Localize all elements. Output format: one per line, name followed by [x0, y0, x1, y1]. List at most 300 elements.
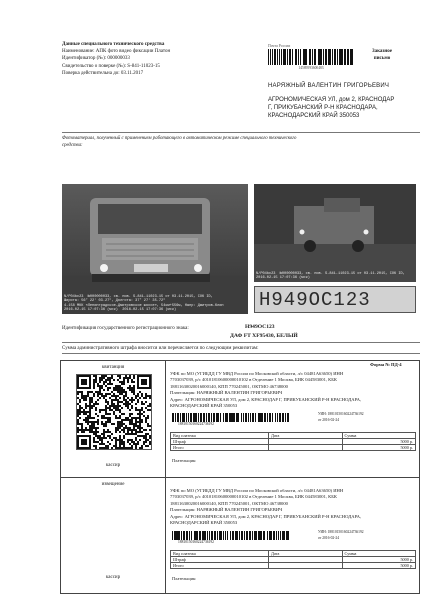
qr-module [103, 397, 105, 399]
qr-module [133, 393, 135, 395]
qr-module [115, 387, 117, 389]
qr-module [123, 377, 125, 379]
qr-module [95, 433, 97, 435]
qr-module [129, 403, 131, 405]
qr-module [95, 409, 97, 411]
barcode-bar [206, 413, 207, 422]
recipient-address [268, 96, 418, 120]
qr-module [105, 421, 107, 423]
qr-module [123, 383, 125, 385]
qr-module [109, 421, 111, 423]
barcode-bar [183, 413, 185, 422]
qr-module [131, 399, 133, 401]
qr-module [105, 417, 107, 419]
qr-module [109, 405, 111, 407]
qr-module [145, 437, 147, 439]
qr-module [143, 435, 145, 437]
payee-line: УФК по МО (УГИБДД ГУ МВД России по Московской области, л/с 04481А63650) ИНН [170, 488, 344, 493]
barcode-bar [250, 531, 251, 540]
qr-module [131, 429, 133, 431]
recipient-block [268, 82, 418, 120]
qr-module [93, 423, 95, 425]
qr-module [79, 413, 81, 415]
qr-module [139, 435, 141, 437]
qr-module [109, 397, 111, 399]
qr-module [99, 435, 101, 437]
qr-module [107, 413, 109, 415]
divider [62, 353, 420, 354]
qr-module [123, 443, 125, 445]
qr-module [95, 379, 97, 381]
qr-module [131, 405, 133, 407]
qr-module [109, 387, 111, 389]
qr-module [115, 443, 117, 445]
qr-module [105, 405, 107, 407]
qr-module [129, 429, 131, 431]
barcode-bar [195, 413, 197, 422]
plate-crop-text: Н949ОС123 [259, 289, 371, 311]
qr-module [95, 429, 97, 431]
qr-module [101, 385, 103, 387]
qr-module [81, 431, 83, 433]
barcode-bar [188, 413, 189, 422]
date-line: от 2016-02-24 [318, 418, 339, 422]
qr-module [127, 447, 129, 449]
barcode-bar [191, 531, 192, 540]
qr-module [145, 421, 147, 423]
recipient-address-line: АГРОНОМИЧЕСКАЯ УЛ, дом 2, КРАСНОДАР [268, 97, 395, 103]
qr-module [121, 407, 123, 409]
qr-module [121, 425, 123, 427]
barcode-bar [261, 413, 263, 422]
qr-module [89, 391, 91, 393]
recipient-name: НАРЯЖНЫЙ ВАЛЕНТИН ГРИГОРЬЕВИЧ [268, 83, 390, 89]
qr-module [119, 447, 121, 449]
registration-plate: Н949ОС123 [245, 324, 275, 330]
qr-module [129, 419, 131, 421]
qr-module [99, 391, 101, 393]
qr-module [93, 393, 95, 395]
qr-module [105, 409, 107, 411]
qr-module [137, 401, 139, 403]
qr-module [129, 421, 131, 423]
qr-module [93, 379, 95, 381]
qr-module [131, 397, 133, 399]
barcode-bar [255, 413, 257, 422]
qr-module [117, 391, 119, 393]
qr-module [77, 431, 79, 433]
qr-module [91, 397, 93, 399]
qr-module [81, 411, 83, 413]
qr-module [147, 433, 149, 435]
qr-module [107, 417, 109, 419]
qr-module [99, 379, 101, 381]
barcode-bar [323, 49, 324, 65]
barcode-bar [214, 531, 216, 540]
qr-module [93, 405, 95, 407]
qr-module [113, 411, 115, 413]
qr-module [109, 383, 111, 385]
qr-module [83, 411, 85, 413]
qr-module [85, 421, 87, 423]
uin-barcode [172, 530, 290, 539]
table-cell: Итого [171, 563, 269, 569]
qr-module [133, 417, 135, 419]
qr-module [117, 395, 119, 397]
qr-module [135, 431, 137, 433]
qr-module [101, 441, 103, 443]
qr-module [83, 431, 85, 433]
qr-module [133, 389, 135, 391]
qr-module [135, 403, 137, 405]
qr-module [93, 375, 95, 377]
qr-module [125, 375, 127, 377]
barcode-bar [217, 531, 218, 540]
qr-module [99, 409, 101, 411]
barcode-image [268, 49, 354, 65]
qr-module [81, 423, 83, 425]
qr-module [117, 401, 119, 403]
qr-module [123, 435, 125, 437]
uin-code: 18810150160224736192 [178, 540, 214, 544]
barcode-bar [229, 413, 231, 422]
qr-module [81, 393, 83, 395]
barcode-bar [243, 413, 244, 422]
qr-module [101, 417, 103, 419]
qr-module [115, 405, 117, 407]
qr-module [127, 377, 129, 379]
qr-module [119, 409, 121, 411]
qr-module [107, 379, 109, 381]
qr-module [141, 393, 143, 395]
qr-module [141, 395, 143, 397]
qr-module [103, 375, 105, 377]
qr-module [125, 401, 127, 403]
qr-module [135, 407, 137, 409]
qr-module [93, 441, 95, 443]
qr-module [115, 447, 117, 449]
qr-module [119, 387, 121, 389]
qr-module [91, 423, 93, 425]
qr-module [105, 379, 107, 381]
qr-module [95, 431, 97, 433]
post-header: Почта России [268, 44, 291, 48]
qr-module [127, 381, 129, 383]
qr-module [119, 427, 121, 429]
qr-module [109, 417, 111, 419]
qr-module [99, 385, 101, 387]
barcode-bar [272, 49, 273, 65]
qr-module [131, 401, 133, 403]
qr-module [119, 437, 121, 439]
qr-module [105, 393, 107, 395]
qr-module [123, 419, 125, 421]
qr-module [79, 417, 81, 419]
qr-module [103, 423, 105, 425]
qr-module [115, 395, 117, 397]
qr-module [147, 405, 149, 407]
qr-module [117, 387, 119, 389]
qr-module [125, 405, 127, 407]
qr-module [105, 425, 107, 427]
qr-module [87, 417, 89, 419]
qr-module [113, 389, 115, 391]
qr-module [127, 419, 129, 421]
qr-module [133, 433, 135, 435]
qr-module [145, 401, 147, 403]
qr-module [129, 409, 131, 411]
qr-module [137, 431, 139, 433]
qr-module [129, 387, 131, 389]
qr-module [107, 419, 109, 421]
qr-module [137, 441, 139, 443]
qr-module [119, 415, 121, 417]
qr-module [137, 395, 139, 397]
qr-module [109, 379, 111, 381]
qr-module [123, 403, 125, 405]
qr-module [91, 429, 93, 431]
qr-module [93, 383, 95, 385]
qr-module [127, 401, 129, 403]
qr-module [81, 395, 83, 397]
qr-module [77, 403, 79, 405]
barcode-bar [207, 531, 208, 540]
qr-module [109, 407, 111, 409]
qr-module [109, 419, 111, 421]
qr-module [149, 441, 151, 443]
barcode-bar [303, 49, 304, 65]
qr-module [143, 443, 145, 445]
qr-module [149, 397, 151, 399]
uin-code: 18810150160224736192 [178, 422, 214, 426]
qr-module [115, 441, 117, 443]
qr-module [105, 399, 107, 401]
barcode-bar [203, 413, 205, 422]
qr-module [97, 441, 99, 443]
barcode-bar [220, 531, 222, 540]
section-title-receipt: квитанция [101, 365, 125, 370]
qr-module [133, 427, 135, 429]
qr-module [111, 403, 113, 405]
qr-module [131, 433, 133, 435]
qr-module [123, 427, 125, 429]
payer-address: КРАСНОДАРСКИЙ КРАЙ 350053 [170, 403, 238, 409]
qr-module [99, 377, 101, 379]
qr-module [113, 413, 115, 415]
qr-module [97, 399, 99, 401]
qr-module [141, 401, 143, 403]
qr-module [115, 417, 117, 419]
qr-module [119, 389, 121, 391]
qr-module [139, 411, 141, 413]
qr-module [101, 443, 103, 445]
qr-module [109, 413, 111, 415]
qr-module [101, 423, 103, 425]
qr-module [105, 437, 107, 439]
plate-crop-image [254, 286, 416, 313]
qr-module [123, 445, 125, 447]
qr-module [89, 425, 91, 427]
qr-module [109, 431, 111, 433]
qr-module [135, 397, 137, 399]
qr-module [97, 423, 99, 425]
barcode-bar [273, 531, 275, 540]
table-cell: 5000 р. [342, 439, 416, 445]
qr-module [95, 445, 97, 447]
table-cell: Штраф [171, 439, 269, 445]
qr-module [117, 403, 119, 405]
uin-line: УИН: 18810150160224736192 [318, 412, 364, 416]
qr-module [133, 381, 135, 383]
qr-module [119, 439, 121, 441]
qr-module [107, 445, 109, 447]
qr-module [85, 429, 87, 431]
qr-module [135, 439, 137, 441]
qr-module [93, 421, 95, 423]
qr-module [81, 425, 83, 427]
qr-module [93, 395, 95, 397]
qr-module [85, 397, 87, 399]
qr-module [119, 425, 121, 427]
qr-module [95, 447, 97, 449]
qr-module [99, 389, 101, 391]
qr-module [101, 447, 103, 449]
barcode-bar [279, 49, 280, 65]
qr-module [125, 391, 127, 393]
qr-module [113, 403, 115, 405]
qr-module [125, 425, 127, 427]
qr-module [105, 381, 107, 383]
device-certificate: Свидетельство о поверке (№): S-841-11023-15 [62, 63, 160, 69]
qr-module [89, 413, 91, 415]
barcode-bar [198, 413, 199, 422]
qr-module [95, 421, 97, 423]
qr-module [131, 413, 133, 415]
qr-module [129, 433, 131, 435]
qr-module [137, 443, 139, 445]
qr-module [103, 383, 105, 385]
qr-module [113, 405, 115, 407]
barcode-bar [270, 49, 271, 65]
qr-module [149, 425, 151, 427]
qr-module [145, 441, 147, 443]
qr-module [115, 445, 117, 447]
qr-module [89, 429, 91, 431]
qr-module [139, 447, 141, 449]
qr-module [83, 419, 85, 421]
barcode-bar [285, 49, 286, 65]
barcode-bar [197, 531, 198, 540]
qr-module [131, 379, 133, 381]
qr-module [145, 429, 147, 431]
qr-module [91, 425, 93, 427]
qr-module [139, 439, 141, 441]
qr-module [117, 429, 119, 431]
qr-module [109, 443, 111, 445]
qr-module [127, 427, 129, 429]
payer-name: Плательщик: НАРЯЖНЫЙ ВАЛЕНТИН ГРИГОРЬЕВИЧ [170, 390, 283, 396]
qr-module [131, 441, 133, 443]
qr-module [111, 433, 113, 435]
qr-module [95, 403, 97, 405]
qr-module [123, 429, 125, 431]
barcode-bar [220, 413, 221, 422]
qr-module [137, 409, 139, 411]
qr-module [121, 419, 123, 421]
qr-module [87, 411, 89, 413]
qr-module [119, 423, 121, 425]
qr-module [107, 435, 109, 437]
qr-module [127, 403, 129, 405]
qr-module [119, 377, 121, 379]
barcode-bar [260, 531, 262, 540]
qr-module [103, 415, 105, 417]
qr-module [143, 403, 145, 405]
payer-address: Адрес: АГРОНОМИЧЕСКАЯ УЛ, дом 2, КРАСНОДАР Г, ПРИКУБАНСКИЙ Р-Н КРАСНОДАРА, [170, 396, 362, 402]
qr-module [101, 375, 103, 377]
qr-module [91, 405, 93, 407]
qr-module [93, 437, 95, 439]
qr-module [119, 405, 121, 407]
qr-module [95, 377, 97, 379]
qr-module [77, 419, 79, 421]
qr-module [113, 437, 115, 439]
barcode-bar [264, 531, 265, 540]
barcode-bar [232, 531, 233, 540]
qr-module [131, 419, 133, 421]
qr-module [131, 421, 133, 423]
qr-module [111, 423, 113, 425]
barcode-bar [277, 413, 278, 422]
qr-module [103, 431, 105, 433]
qr-module [103, 443, 105, 445]
qr-module [139, 425, 141, 427]
qr-module [115, 427, 117, 429]
col-header: Дата [269, 551, 343, 557]
qr-module [91, 417, 93, 419]
qr-module [123, 437, 125, 439]
qr-module [113, 445, 115, 447]
qr-module [119, 431, 121, 433]
qr-module [149, 437, 151, 439]
barcode-bar [287, 531, 289, 540]
qr-module [139, 427, 141, 429]
qr-module [129, 439, 131, 441]
qr-module [99, 393, 101, 395]
qr-module [85, 411, 87, 413]
qr-module [131, 389, 133, 391]
qr-module [121, 423, 123, 425]
qr-module [119, 401, 121, 403]
qr-module [81, 407, 83, 409]
qr-module [119, 421, 121, 423]
qr-module [131, 447, 133, 449]
qr-module [137, 413, 139, 415]
qr-module [93, 417, 95, 419]
qr-module [85, 417, 87, 419]
divider [62, 132, 420, 133]
qr-module [89, 405, 91, 407]
qr-module [121, 393, 123, 395]
qr-module [137, 421, 139, 423]
mail-type [357, 48, 407, 62]
qr-module [87, 391, 89, 393]
device-id: Идентификатор (№): 000000033 [62, 56, 130, 62]
qr-module [143, 441, 145, 443]
qr-module [97, 435, 99, 437]
barcode-bar [236, 531, 237, 540]
qr-module [139, 421, 141, 423]
